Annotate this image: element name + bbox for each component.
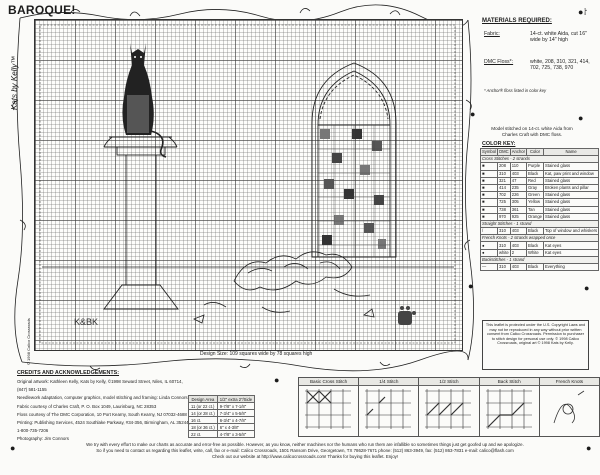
footer-line: So if you need to contact us regarding this leaflet, write, call, fax or e-mail: Calico Crossroads, 1501 Ransom Drive, Georgetown, TX 78628-7671 phone: (512) 863-3949, fax: (512) 863-7831 e-mail: calico@flash.com [96,448,514,454]
footer-notice [30,442,580,461]
cell: 22 ct. [189,431,218,438]
back-stitch-diagram-icon [484,387,534,431]
color-key-row [481,199,599,206]
key-cell: 925 [510,213,526,220]
floss-note: * Anchor® floss listed in color key [484,88,547,93]
col-header: 1/2" extra 2"/Side [217,396,254,403]
key-cell: Tan [527,206,544,213]
fabric-label: Fabric: [484,31,500,37]
color-key-section [481,156,599,163]
paw-print-icon: ● [274,375,280,385]
key-cell: White [527,249,544,256]
floss-label: DMC Floss*: [484,59,514,65]
symbol-cell: / [481,228,498,235]
stitch-diagram-label: 1/4 Stitch [359,378,418,386]
key-cell: Kat, paw print and window [544,170,599,177]
key-cell: 403 [510,264,526,271]
color-key-row [481,177,599,184]
key-cell: Stained glass [544,163,599,170]
key-cell: Green [527,192,544,199]
stitch-diagram-quarter [359,378,419,436]
pillar [104,137,178,309]
col-header: Anchor [511,149,526,155]
table-row [189,431,255,438]
key-cell: Everything [544,264,599,271]
key-cell: 361 [510,206,526,213]
stitch-diagram-label: Basic Cross Stitch [299,378,358,386]
symbol-cell: ■ [481,184,498,191]
key-cell: 403 [510,228,526,235]
color-key-row [481,213,599,220]
key-cell: 310 [497,264,510,271]
color-key-row [481,170,599,177]
cell: 4-7/8" x 3-5/8" [217,431,254,438]
inner-border [40,25,455,343]
key-cell: 403 [510,242,526,249]
key-cell: Stained glass [544,192,599,199]
color-key-heading: COLOR KEY: [482,141,516,147]
stitch-diagram-cross [299,378,359,436]
color-key-row [481,249,599,256]
key-cell: 414 [497,184,510,191]
section-title: Cross Stitches - 2 strands [481,156,599,163]
cell: 16 ct. [189,417,218,424]
stitch-diagram-label: French Knots [540,378,599,386]
paw-print-icon: ● [586,443,592,453]
key-cell: Black [527,228,544,235]
paw-print-mark [398,306,416,325]
quarter-stitch-diagram-icon [363,387,413,431]
materials-heading: MATERIALS REQUIRED: [482,18,552,24]
key-cell: Purple [527,163,544,170]
key-cell: Gray [527,184,544,191]
key-cell: 47 [510,177,526,184]
key-cell: Kat eyes [544,242,599,249]
key-cell: 970 [497,213,510,220]
credit-line: Original artwork: Kathleen Kelly, Kats by Kelly, ©1998 Seward Street, Niles, IL 60714, [17,379,183,384]
footer-line: We try with every effort to make our charts as accurate and error-free as possible. However, as you know, neither machines nor the humans who run them are infallible so sometimes things just get goofed up and we apologize. [86,442,524,447]
key-cell: 702 [497,192,510,199]
paw-print-icon: ● [584,283,590,293]
color-key-table [480,148,599,271]
symbol-cell: — [481,264,498,271]
floss-text: white, 208, 310, 321, 414, 702, 725, 738, 970 [530,59,590,72]
footer-line: Check out our website at http://www.calicocrossroads.com! Thanks for buying this leaflet. Enjoy! [211,454,399,460]
col-header: DMC [499,149,509,155]
credits-heading: CREDITS AND ACKNOWLEDGEMENTS: [17,370,120,376]
color-key-section [481,256,599,263]
symbol-cell: ● [481,249,498,256]
stitch-diagram-back [480,378,540,436]
col-header: Color [527,149,544,156]
credit-line: Printing: Publishing Services, 4524 Southlake Parkway, #34-356, Birmingham, AL 35244, [17,420,190,426]
col-header: Symbol [482,149,496,155]
stitch-diagram-french-knot [540,378,599,436]
symbol-cell: ● [481,242,498,249]
half-stitch-diagram-icon [423,387,473,431]
table-row [189,424,255,431]
window-panes [320,129,386,249]
col-header: Design Area [189,396,218,403]
stitch-diagrams [298,377,600,437]
cell: 9-7/8" x 7-1/8" [217,403,254,410]
key-cell: 110 [510,163,526,170]
key-cell: 738 [497,206,510,213]
cell: 11 (or 22 ct.) [189,403,218,410]
symbol-cell: ■ [481,177,498,184]
section-title: Straight Stitches - 1 strand [481,220,599,227]
credit-line: Floss courtesy of The DMC Corporation, 10 Port Kearny, South Kearny, NJ 07032-4688 [17,411,187,417]
key-cell: 305 [510,199,526,206]
key-cell: Black [527,242,544,249]
credit-line: Fabric courtesy of Charles Craft, P. O. Box 1049, Laurinburg, NC 28353 [17,403,157,409]
color-key-row [481,228,599,235]
key-cell: 310 [497,170,510,177]
model-note: Model stitched on 14-ct. white Aida from Charles Craft with DMC floss. [491,126,573,137]
copyright-disclaimer: This leaflet is protected under the U.S. Copyright Laws and may not be reproduced in any way without prior written consent from Calico Crossroads. Permission to purchaser to stitch design for personal use only. © 1998 Calico Crossroads, original art © 1998 Kats by Kelly. [482,320,589,370]
cross-stitch-diagram-icon [303,387,353,431]
key-cell: Black [527,170,544,177]
design-area-table [188,395,255,438]
broken-plant [194,252,374,323]
cell: 18 (or 36 ct.) [189,424,218,431]
key-cell: 321 [497,177,510,184]
col-header: Name [544,149,599,156]
color-key-row [481,206,599,213]
key-cell: 725 [497,199,510,206]
brand-side-label: Kats by Kelly™ [10,55,19,110]
paw-print-icon: ● [470,109,476,119]
key-cell: 2 [510,249,526,256]
stitch-diagram-label: Back Stitch [480,378,539,386]
paw-print-icon: ●⸷ [578,7,588,17]
credit-line: (847) 581-1155 [17,387,47,393]
stitch-diagram-half [419,378,479,436]
table-row [189,417,255,424]
cross-stitch-design [34,19,461,349]
table-row [189,410,255,417]
key-cell: Stained glass [544,199,599,206]
key-cell: 310 [497,228,510,235]
paw-print-icon: ● [578,113,584,123]
color-key-row [481,163,599,170]
key-cell: Broken plants and pillar [544,184,599,191]
cat-figure [122,43,166,157]
color-key-row [481,192,599,199]
symbol-cell: ■ [481,199,498,206]
paw-print-icon: ● [468,281,474,291]
color-key-section [481,220,599,227]
symbol-cell: ■ [481,206,498,213]
color-key-section [481,235,599,242]
key-cell: Black [527,264,544,271]
cell: 6" x 4-3/8" [217,424,254,431]
key-cell: 310 [497,242,510,249]
section-title: Backstitches - 1 strand [481,256,599,263]
vertical-copyright: © 1998 Calico Crossroads [26,318,31,365]
fabric-text: 14-ct. white Aida, cut 16" wide by 14" high [530,31,587,44]
credit-line: Needlework adaptation, computer graphics, model stitching and framing: Linda Connors [17,395,188,401]
key-cell: Stained glass [544,213,599,220]
color-key-body [481,156,599,271]
key-cell: Stained glass [544,206,599,213]
table-row [189,403,255,410]
key-cell: Yellow [527,199,544,206]
color-key-row [481,184,599,191]
key-cell: Orange [528,213,542,219]
symbol-cell: ■ [481,213,498,220]
stitched-initials: K&BK [74,317,99,327]
page-title: BAROQUE! [8,3,76,17]
key-cell: Stained glass [544,177,599,184]
color-key-row [481,242,599,249]
stitch-diagram-label: 1/2 Stitch [419,378,478,386]
symbol-cell: ■ [481,163,498,170]
credit-line: 1-800-735-7206 [17,428,49,434]
key-cell: Red [527,177,544,184]
key-cell: 208 [497,163,510,170]
credit-line: Photography: Jim Connors [17,436,69,442]
paw-print-icon: ● [10,443,16,453]
key-cell: Top of window and whiskers [545,228,598,234]
symbol-cell: ■ [481,192,498,199]
cell: 6-3/4" x 4-7/8" [217,417,254,424]
key-cell: Kat eyes [544,249,599,256]
color-key-row [481,264,599,271]
symbol-cell: ■ [481,170,498,177]
key-cell: 226 [510,192,526,199]
french-knot-diagram-icon [544,387,594,431]
cell: 14 (or 28 ct.) [189,410,218,417]
key-cell: white [498,249,509,255]
stitch-count-caption: Design Size: 109 squares wide by 78 squares high [200,351,313,357]
key-cell: 235 [510,184,526,191]
key-cell: 403 [510,170,526,177]
section-title: French Knots - 2 strands wrapped once [481,235,599,242]
cell: 7-3/4" x 5-5/8" [217,410,254,417]
